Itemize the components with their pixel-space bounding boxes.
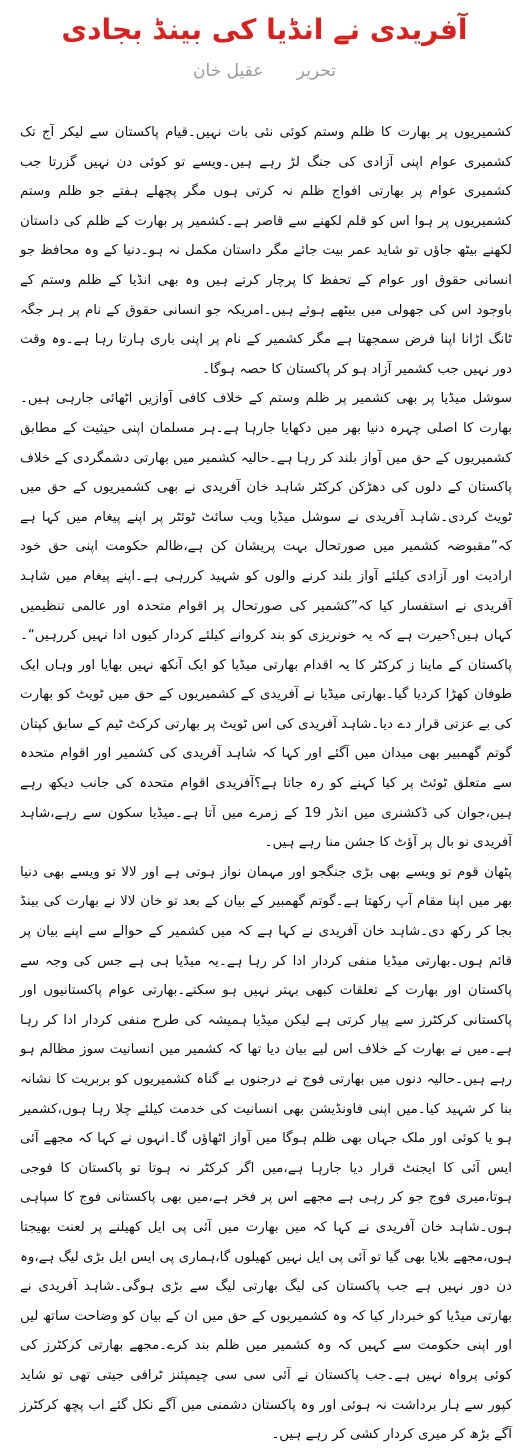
article-paragraph: کشمیریوں پر بھارت کا ظلم وستم کوئی نئی بات نہیں۔قیام پاکستان سے لیکر آج تک کشمیری عوام اپنی آزادی کی جنگ لڑ رہے ہیں۔ویسے تو کوئی دن نہیں گزرتا جب کشمیری عوام پر بھارتی افواج ظلم نہ کرتی ہوں مگر پچھلے ہفتے جو ظلم وستم کشمیریوں پر ہوا اس کو قلم لکھنے سے قاصر ہے۔کشمیر پر بھارت کے ظلم کی داستان لکھنے بیٹھ جاؤں تو شاید عمر بیت جائے مگر داستان مکمل نہ ہو۔دنیا کے وہ محافظ جو انسانی حقوق اور عوام کے تحفظ کا پرچار کرتے ہیں وہ بھی انڈیا کے ظلم وستم کے باوجود اس کی جھولی میں بیٹھے ہوئے ہیں۔امریکہ جو انسانی حقوق کے نام پر ہر جگہ ٹانگ اڑانا اپنا فرض سمجھتا ہے مگر کشمیر کے نام پر اپنی باری ہارتا رہا ہے۔وہ وقت دور نہیں جب کشمیر آزاد ہو کر پاکستان کا حصہ ہوگا۔: [20, 125, 512, 377]
article-title: آفریدی نے انڈیا کی بینڈ بجادی: [61, 13, 468, 46]
byline: [0, 58, 529, 84]
author-name: عقیل خان: [193, 61, 264, 81]
article-paragraph: سوشل میڈیا پر بھی کشمیر پر ظلم وستم کے خلاف کافی آوازیں اٹھائی جارہی ہیں۔بھارت کا اصلی چہرہ دنیا بھر میں دکھایا جارہا ہے۔ہر مسلمان اپنی حیثیت کے مطابق کشمیریوں کے حق میں آواز بلند کر رہا ہے۔حالیہ کشمیر میں بھارتی دشمگردی کے خلاف پاکستان کے دلوں کی دھڑکن کرکٹر شاہد خان آفریدی نے بھی کشمیریوں کے حق میں ٹویٹ کردی۔شاہد آفریدی نے سوشل میڈیا ویب سائٹ ٹوئٹر پر اپنے پیغام میں کہا ہے کہ”مقبوضہ کشمیر میں صورتحال بہت پریشان کن ہے،ظالم حکومت اپنی حق خود ارادیت اور آزادی کیلئے آواز بلند کرنے والوں کو شہید کررہی ہے۔اپنے پیغام میں شاہد آفریدی نے استفسار کیا کہ”کشمیر کی صورتحال پر اقوام متحدہ اور عالمی تنظیمیں کہاں ہیں؟حیرت ہے کہ یہ خونریزی کو بند کروانے کیلئے کردار کیوں ادا نہیں کررہیں“۔پاکستان کے ماینا ز کرکٹر کا یہ اقدام بھارتی میڈیا کو ایک آنکھ نہیں بھایا اور وہاں ایک طوفان کھڑا کردیا گیا۔بھارتی میڈیا نے آفریدی کے کشمیریوں کے حق میں ٹویٹ کو بھارت کی بے عزتی قرار دے دیا۔شاہد آفریدی کی اس ٹویٹ پر بھارتی کرکٹ ٹیم کے سابق کپتان گوتم گھمبیر بھی میدان میں آگئے اور کہا کہ شاہد آفریدی کی کشمیر اور اقوام متحدہ سے متعلق ٹوئٹ پر کیا کہنے کو رہ جاتا ہے؟آفریدی اقوام متحدہ کی جانب دیکھ رہے ہیں،جوان کی ڈکشنری میں انڈر 19 کے زمرے میں آتا ہے۔میڈیا سکون سے رہے،شاہد آفریدی نو بال پر آؤٹ کا جشن منا رہے ہیں۔: [20, 391, 512, 851]
article-paragraph: پٹھان قوم تو ویسے بھی بڑی جنگجو اور مہمان نواز ہوتی ہے اور لالا تو ویسے بھی دنیا بھر میں اپنا مقام آپ رکھتا ہے۔گوتم گھمبیر کے بیان کے بعد تو خان لالا نے بھارت کی بینڈ بجا کر رکھ دی۔شاہد خان آفریدی نے کہا ہے کہ میں کشمیر کے حوالے سے اپنے بیان پر قائم ہوں۔بھارتی میڈیا منفی کردار ادا کر رہا ہے۔یہ میڈیا ہی ہے جس کی وجہ سے پاکستان اور بھارت کے تعلقات کبھی بہتر نہیں ہو سکتے۔بھارتی عوام پاکستانیوں اور پاکستانی کرکٹرز سے پیار کرتی ہے لیکن میڈیا ہمیشہ کی طرح منفی کردار ادا کر رہا ہے۔میں نے بھارت کے خلاف اس لیے بیان دیا تھا کہ کشمیر میں انسانیت سوز مظالم ہو رہے ہیں۔حالیہ دنوں میں بھارتی فوج نے درجنوں بے گناہ کشمیریوں کو بربریت کا نشانہ بنا کر شہید کیا۔میں اپنی فاونڈیشن بھی انسانیت کی خدمت کیلئے چلا رہا ہوں،کشمیر ہو یا کوئی اور ملک جہاں بھی ظلم ہوگا میں آواز اٹھاؤں گا۔انہوں نے کہا کہ مجھے آئی ایس آئی کا ایجنٹ قرار دیا جارہا ہے،میں اگر کرکٹر نہ ہوتا تو پاکستان کا فوجی ہوتا،میری فوج جو کر رہی ہے مجھے اس پر فخر ہے،میں بھی پاکستانی فوج کا سپاہی ہوں۔شاہد خان آفریدی نے کہا کہ میں بھارت میں آئی پی ایل کھیلنے پر لعنت بھیجتا ہوں،مجھے بلایا بھی گیا تو آئی پی ایل نہیں کھیلوں گا،ہماری پی ایس ایل بڑی لیگ ہے،وہ دن دور نہیں ہے جب پاکستان کی لیگ بھارتی لیگ سے بڑی ہوگی۔شاہد آفریدی نے بھارتی میڈیا کو خبردار کیا کہ وہ کشمیریوں کے حق میں ان کے بیان کو وضاحت ساتھ لیں اور اپنی حکومت سے کہیں کہ وہ کشمیر میں ظلم بند کرے۔مجھے بھارتی کرکٹرز کی کوئی پرواہ نہیں ہے۔جب پاکستان نے آئی سی سی چیمپئنز ٹرافی جیتی تھی تو شاید کپور سے ہار برداشت نہ ہوئی اور وہ پاکستان دشمنی میں آگے نکل گئے اب پچھ کرکٹرز آگے بڑھ کر میری کردار کشی کر رہے ہیں۔: [20, 864, 512, 1443]
article-body: [20, 118, 512, 1450]
byline-label: تحریر: [296, 61, 336, 81]
